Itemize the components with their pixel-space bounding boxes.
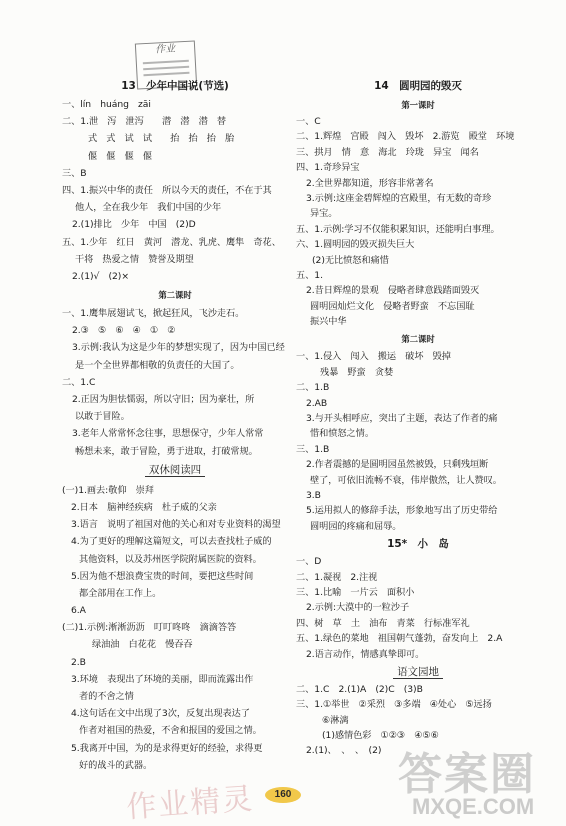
right-column <box>296 76 526 759</box>
answer-line: 三、拱月 情 意 海北 玲珑 异宝 闻名 <box>296 146 479 158</box>
session-heading: 第一课时 <box>401 100 435 110</box>
answer-line: 2.日本 脑神经疾病 杜子威的父亲 <box>71 501 217 513</box>
answer-line: 三、1.①举世 ②采烈 ③多端 ④处心 ⑤远扬 <box>296 699 492 711</box>
answer-line: 是一个全世界都相敬的负责任的大国了。 <box>75 359 240 371</box>
answer-line: 2.正因为胆怯懦弱，所以守旧；因为豪壮，所 <box>72 394 255 405</box>
answer-line: 三、B <box>62 167 87 179</box>
lesson-13-title: 13 少年中国说(节选) <box>121 80 229 92</box>
answer-line: 四、1.奇珍异宝 <box>296 162 360 174</box>
session-heading: 第二课时 <box>158 290 192 301</box>
answer-line: 干将 热爱之情 赞誉及期望 <box>75 253 194 265</box>
answer-line: 残暴 野蛮 贪婪 <box>320 366 394 378</box>
watermark-url: MXQE.COM <box>412 794 535 819</box>
answer-line: 好的战斗的武器。 <box>79 759 153 771</box>
answer-line: (二)1.示例:淅淅沥沥 叮叮咚咚 滴滴答答 <box>62 622 237 634</box>
answer-line: 都全部用在工作上。 <box>79 587 162 599</box>
answer-line: 圆明园的疼痛和屈辱。 <box>310 520 402 532</box>
answer-line: 5.运用拟人的修辞手法，形象地写出了历史带给 <box>306 505 498 517</box>
answer-line: 四、树 草 土 油布 青菜 行标准军礼 <box>296 617 470 629</box>
answer-line: ⑥淋漓 <box>322 714 349 726</box>
answer-line: 4.这句话在文中出现了3次，反复出现表达了 <box>71 708 250 720</box>
answer-line: 五、1.少年 红日 黄河 潜龙、乳虎、鹰隼 奇花、 <box>62 236 281 248</box>
watermark-left: 作业精灵 <box>125 781 256 826</box>
answer-line: 3.与开头相呼应，突出了主题，表达了作者的痛 <box>306 413 498 425</box>
page-number: 160 <box>265 787 301 803</box>
answer-line: 绿油油 白花花 慢吞吞 <box>92 639 193 651</box>
answer-line: 异宝。 <box>310 208 338 220</box>
answer-line: 四、1.振兴中华的责任 所以今天的责任，不在于其 <box>62 184 272 196</box>
answer-line: 2.全世界都知道，形容非常著名 <box>306 177 434 189</box>
answer-line: 5.因为他不想浪费宝贵的时间，要把这些时间 <box>71 570 254 582</box>
answer-line: 2.(1)√ (2)× <box>72 270 129 282</box>
answer-line: 二、1.B <box>296 382 330 394</box>
answer-line: 2.B <box>71 656 86 668</box>
answer-line: 5.我离开中国，为的是求得更好的经验，求得更 <box>71 742 263 754</box>
answer-line: 其他资料，以及苏州医学院附属医院的资料。 <box>79 553 262 565</box>
answer-line: 2.③ ⑤ ⑥ ④ ① ② <box>72 325 176 337</box>
answer-line: 一、C <box>296 116 321 127</box>
language-garden-title: 语文园地 <box>393 666 443 679</box>
answer-line: 3.示例:我认为这是少年的梦想实现了，因为中国已经 <box>72 342 285 354</box>
answer-line: 壁了，可依旧流畅不衰，伟岸傲然，让人赞叹。 <box>310 474 502 486</box>
weekend-reading-title: 双休阅读四 <box>145 464 205 477</box>
session-heading: 第二课时 <box>401 334 435 345</box>
answer-line: 2.示例:大漠中的一粒沙子 <box>306 602 410 614</box>
answer-line: 2.(1)、 、 、 (2) <box>306 745 382 757</box>
answer-line: 2.昔日辉煌的景观 侵略者肆意践踏面毁灭 <box>306 285 480 297</box>
lesson-14-title: 14 圆明园的毁灭 <box>374 80 462 92</box>
language-garden-section <box>296 662 526 682</box>
answer-line: 二、1.凝视 2.注视 <box>296 571 378 583</box>
answer-line: 者的不舍之情 <box>79 691 134 702</box>
answer-line: 五、1.绿色的菜地 祖国朝气蓬勃，奋发向上 2.A <box>296 633 503 645</box>
answer-line: 4.为了更好的理解这篇短文，可以去查找杜子威的 <box>71 536 272 548</box>
answer-line: 2.AB <box>306 397 328 409</box>
answer-line: 2.语言动作，情感真挚即可。 <box>306 648 425 660</box>
answer-line: 畅想未来，敢于冒险，勇于进取，打破常规。 <box>75 445 258 457</box>
answer-line: 3.环境 表现出了环境的美丽，即而流露出作 <box>71 673 254 685</box>
answer-line: 惜和愤怒之情。 <box>310 428 374 440</box>
answer-line: 2.作者震撼的是圆明园虽然被毁，只剩残垣断 <box>306 459 489 471</box>
answer-line: 他人，全在我少年 我们中国的少年 <box>75 202 222 214</box>
left-column <box>62 76 288 774</box>
answer-line: 6.A <box>71 605 86 617</box>
answer-line: 六、1.圆明园的毁灭损失巨大 <box>296 239 415 251</box>
answer-line: 一、lín huáng zāi <box>62 99 151 110</box>
answer-line: 式 式 试 试 抬 抬 抬 胎 <box>88 133 235 145</box>
answer-line: 圆明园灿烂文化 侵略者野蛮 不忘国耻 <box>310 300 475 312</box>
watermark-right: 答案圈 <box>398 749 536 800</box>
answer-line: 作者对祖国的热爱，不舍和报国的爱国之情。 <box>79 725 262 737</box>
answer-line: 五、1.示例:学习不仅能积累知识，还能明白事理。 <box>296 223 500 235</box>
answer-line: 3.老年人常常怀念往事，思想保守，少年人常常 <box>72 428 264 440</box>
answer-line: 一、1.侵入 闯入 搬运 破坏 毁掉 <box>296 351 451 363</box>
answer-line: 偃 偃 偃 偃 <box>88 150 152 162</box>
answer-line: 三、1.B <box>296 443 330 455</box>
stamp-line <box>143 60 189 64</box>
stamp-line <box>143 66 189 70</box>
answer-line: 以敢于冒险。 <box>75 411 130 423</box>
answer-line: 3.语言 说明了祖国对他的关心和对专业资料的渴望 <box>71 519 281 531</box>
answer-line: 一、D <box>296 556 322 568</box>
answer-line: 一、1.鹰隼展翅试飞，掀起狂风，飞沙走石。 <box>62 308 245 320</box>
answer-line: 二、1.泄 泻 泄泻 潜 潜 潜 替 <box>62 116 227 128</box>
answer-line: (一)1.画去:敬仰 崇拜 <box>62 484 154 496</box>
answer-line: 三、1.比喻 一片云 面积小 <box>296 586 415 598</box>
answer-line: 二、1.C 2.(1)A (2)C (3)B <box>296 683 423 695</box>
answer-line: 振兴中华 <box>310 316 347 328</box>
stamp-text: 作业 <box>154 43 176 56</box>
answer-line: 3.B <box>306 489 321 501</box>
answer-line: 五、1. <box>296 269 323 281</box>
answer-line: 2.(1)排比 少年 中国 (2)D <box>72 219 196 231</box>
answer-line: 二、1.C <box>62 376 96 388</box>
answer-line: 3.示例:这座金碧辉煌的宫殿里，有无数的奇珍 <box>306 192 492 204</box>
lesson-15-title: 15* 小 岛 <box>387 538 449 551</box>
answer-line: (1)感情色彩 ①②③ ④⑤⑥ <box>322 730 439 742</box>
answer-line: 二、1.辉煌 宫殿 闯入 毁坏 2.游览 殿堂 环境 <box>296 131 515 143</box>
answer-line: (2)无比愤怒和痛惜 <box>312 254 389 266</box>
weekend-reading-section <box>62 460 288 482</box>
